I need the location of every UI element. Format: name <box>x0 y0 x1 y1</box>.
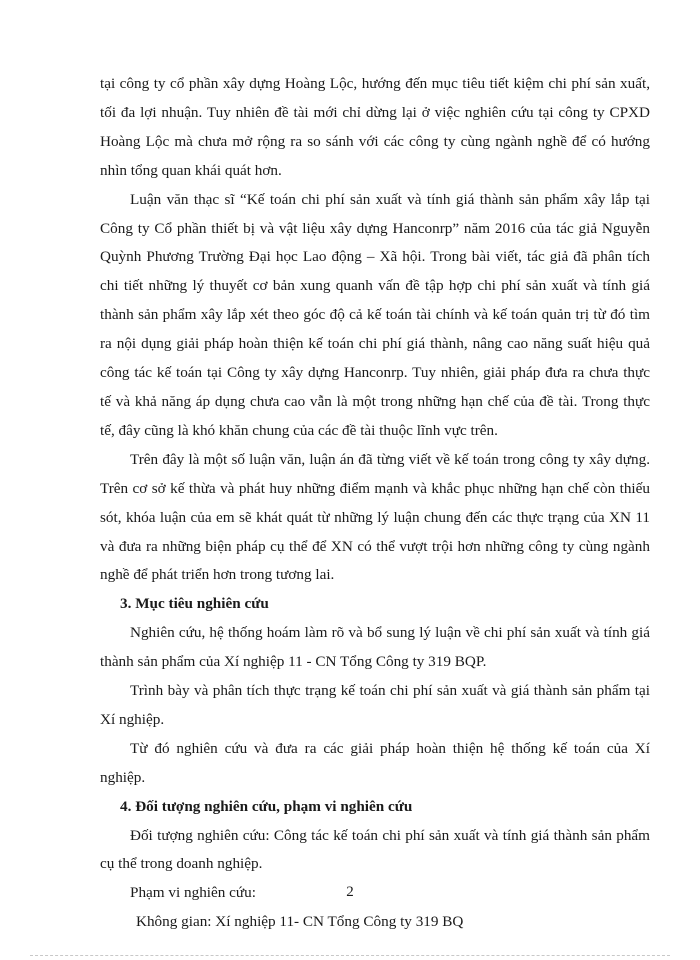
paragraph-objective-solutions <box>100 735 650 793</box>
heading-text: 3. Mục tiêu nghiên cứu <box>120 595 269 613</box>
paragraph-objective-analysis <box>100 677 650 735</box>
text-line: và đưa ra những biện pháp cụ thể để XN có thể vượt trội hơn những công ty cùng ngành <box>100 537 650 555</box>
text-line: tối đa lợi nhuận. Tuy nhiên đề tài mới chỉ dừng lại ở việc nghiên cứu tại công ty CPXD <box>100 103 650 121</box>
text-line: Trên đây là một số luận văn, luận án đã từng viết về kế toán trong công ty xây dựng. <box>130 450 650 468</box>
page-number: 2 <box>346 884 354 900</box>
text-line: nghiệp. <box>100 768 146 786</box>
text-line: Từ đó nghiên cứu và đưa ra các giải pháp hoàn thiện hệ thống kế toán của Xí <box>130 739 650 757</box>
paragraph-summary <box>100 446 650 591</box>
text-line: tế, đây cũng là khó khăn chung của các đề tài thuộc lĩnh vực trên. <box>100 421 498 439</box>
text-line: tế và khả năng áp dụng chưa cao vẫn là một trong những hạn chế của đề tài. Trong thực <box>100 392 650 410</box>
text-line: ra nội dụng giải pháp hoàn thiện kế toán chi phí giá thành, nâng cao năng suất hiệu quả <box>100 335 650 353</box>
text-line: nhìn tổng quan khái quát hơn. <box>100 161 282 179</box>
text-line: chi tiết những lý thuyết cơ bản xung quanh vấn đề tập hợp chi phí sản xuất và tính giá <box>100 277 650 295</box>
text-line: sót, khóa luận của em sẽ khát quát từ những lý luận chung đến các thực trạng của XN 11 <box>100 508 650 526</box>
heading-text: 4. Đối tượng nghiên cứu, phạm vi nghiên cứu <box>120 797 413 815</box>
section-heading-objectives <box>100 590 650 619</box>
text-line: Trình bày và phân tích thực trạng kế toán chi phí sản xuất và giá thành sản phẩm tại <box>130 682 650 700</box>
text-line: Không gian: Xí nghiệp 11- CN Tổng Công ty 319 BQ <box>136 913 464 931</box>
text-line: Phạm vi nghiên cứu: <box>130 884 256 902</box>
text-line: thành sản phẩm của Xí nghiệp 11 - CN Tổng Công ty 319 BQP. <box>100 653 487 671</box>
text-line: Xí nghiệp. <box>100 710 165 728</box>
page-body <box>100 70 650 937</box>
paragraph-space-scope <box>100 908 650 937</box>
text-line: Đối tượng nghiên cứu: Công tác kế toán chi phí sản xuất và tính giá thành sản phẩm <box>130 826 650 844</box>
text-line: Quỳnh Phương Trường Đại học Lao động – Xã hội. Trong bài viết, tác giả đã phân tích <box>100 248 650 266</box>
text-line: Nghiên cứu, hệ thống hoám làm rõ và bổ sung lý luận về chi phí sản xuất và tính giá <box>130 624 650 642</box>
paragraph-previous-research-end <box>100 70 650 186</box>
text-line: công tác kế toán tại Công ty xây dựng Hanconrp. Tuy nhiên, giải pháp đưa ra chưa thực <box>100 364 650 382</box>
page-bottom-divider <box>30 955 670 956</box>
section-heading-scope <box>100 793 650 822</box>
text-line: Hoàng Lộc mà chưa mở rộng ra so sánh với các công ty cùng ngành nghề để có hướng <box>100 132 650 150</box>
text-line: tại công ty cổ phần xây dựng Hoàng Lộc, hướng đến mục tiêu tiết kiệm chi phí sản xuất, <box>100 75 650 92</box>
paragraph-objective-research <box>100 619 650 677</box>
text-line: cụ thể trong doanh nghiệp. <box>100 855 263 873</box>
text-line: Trên cơ sở kế thừa và phát huy những điểm mạnh và khắc phục những hạn chế còn thiếu <box>100 479 650 497</box>
paragraph-research-subject <box>100 822 650 880</box>
text-line: nghề để phát triển hơn trong tương lai. <box>100 566 335 584</box>
paragraph-thesis-review <box>100 186 650 446</box>
text-line: thành sản phẩm xây lắp xét theo góc độ cả kế toán tài chính và kế toán quản trị từ đó tìm <box>100 306 650 324</box>
text-line: Công ty Cổ phần thiết bị và vật liệu xây dựng Hanconrp” năm 2016 của tác giả Nguyễn <box>100 219 650 237</box>
text-line: Luận văn thạc sĩ “Kế toán chi phí sản xuất và tính giá thành sản phẩm xây lắp tại <box>130 190 650 208</box>
